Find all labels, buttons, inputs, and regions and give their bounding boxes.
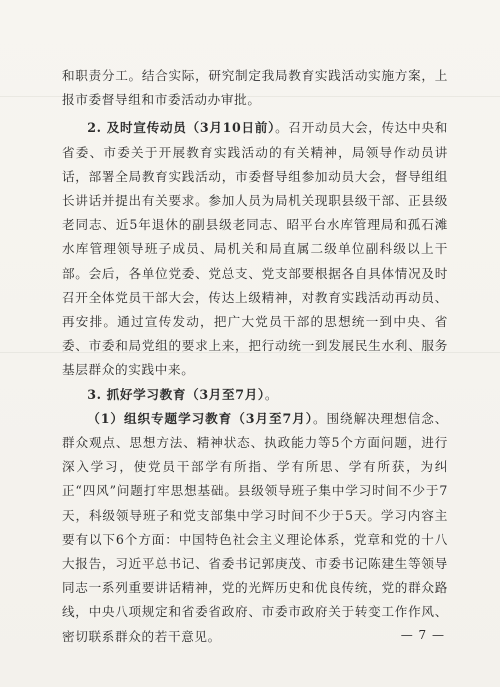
section-heading: 2. 及时宣传动员（3月10日前） bbox=[87, 120, 276, 136]
paragraph-text: 。围绕解决理想信念、群众观点、思想方法、精神状态、执政能力等5个方面问题，进行深入学习，使党员干部学有所指、学有所思、学有所获，为纠正“四风”问题打牢思想基础。县级领导班子集中学习时间不少于7天，科级领导班子和党支部集中学习时间不少于5天。学习内容主要有以下6个方面：中国特色社会主义理论体系，党章和党的十八大报告，习近平总书记、省委书记郭庚茂、市委书记陈建生等领导同志一系列重要讲话精神，党的光辉历史和优良传统，党的群众路线，中央八项规定和省委省政府、市委市政府关于转变工作作风、密切联系群众的若干意见。 bbox=[62, 410, 448, 644]
paragraph-text: 。 bbox=[264, 386, 279, 402]
document-body bbox=[62, 64, 448, 649]
paragraph-study-education bbox=[62, 383, 448, 407]
subsection-heading: （1）组织专题学习教育（3月至7月） bbox=[87, 410, 313, 426]
paragraph-special-study bbox=[62, 407, 448, 649]
paragraph-text: 和职责分工。结合实际，研究制定我局教育实践活动实施方案，上报市委督导组和市委活动办审批。 bbox=[62, 68, 448, 108]
paragraph-continuation bbox=[62, 64, 448, 112]
page-number: — 7 — bbox=[400, 628, 445, 642]
section-heading: 3. 抓好学习教育（3月至7月） bbox=[87, 386, 265, 402]
paragraph-text: 。召开动员大会，传达中央和省委、市委关于开展教育实践活动的有关精神，局领导作动员讲话，部署全局教育实践活动，市委督导组参加动员大会，督导组组长讲话并提出有关要求。参加人员为局机关现职县级干部、正县级老同志、近5年退休的副县级老同志、昭平台水库管理局和孤石滩水库管理领导班子成员、局机关和局直属二级单位副科级以上干部。会后，各单位党委、党总支、党支部要根据各自具体情况及时召开全体党员干部大会，传达上级精神，对教育实践活动再动员、再安排。通过宣传发动，把广大党员干部的思想统一到中央、省委、市委和局党组的要求上来，把行动统一到发展民生水利、服务基层群众的实践中来。 bbox=[62, 120, 449, 378]
paragraph-publicity-mobilization bbox=[62, 116, 448, 382]
